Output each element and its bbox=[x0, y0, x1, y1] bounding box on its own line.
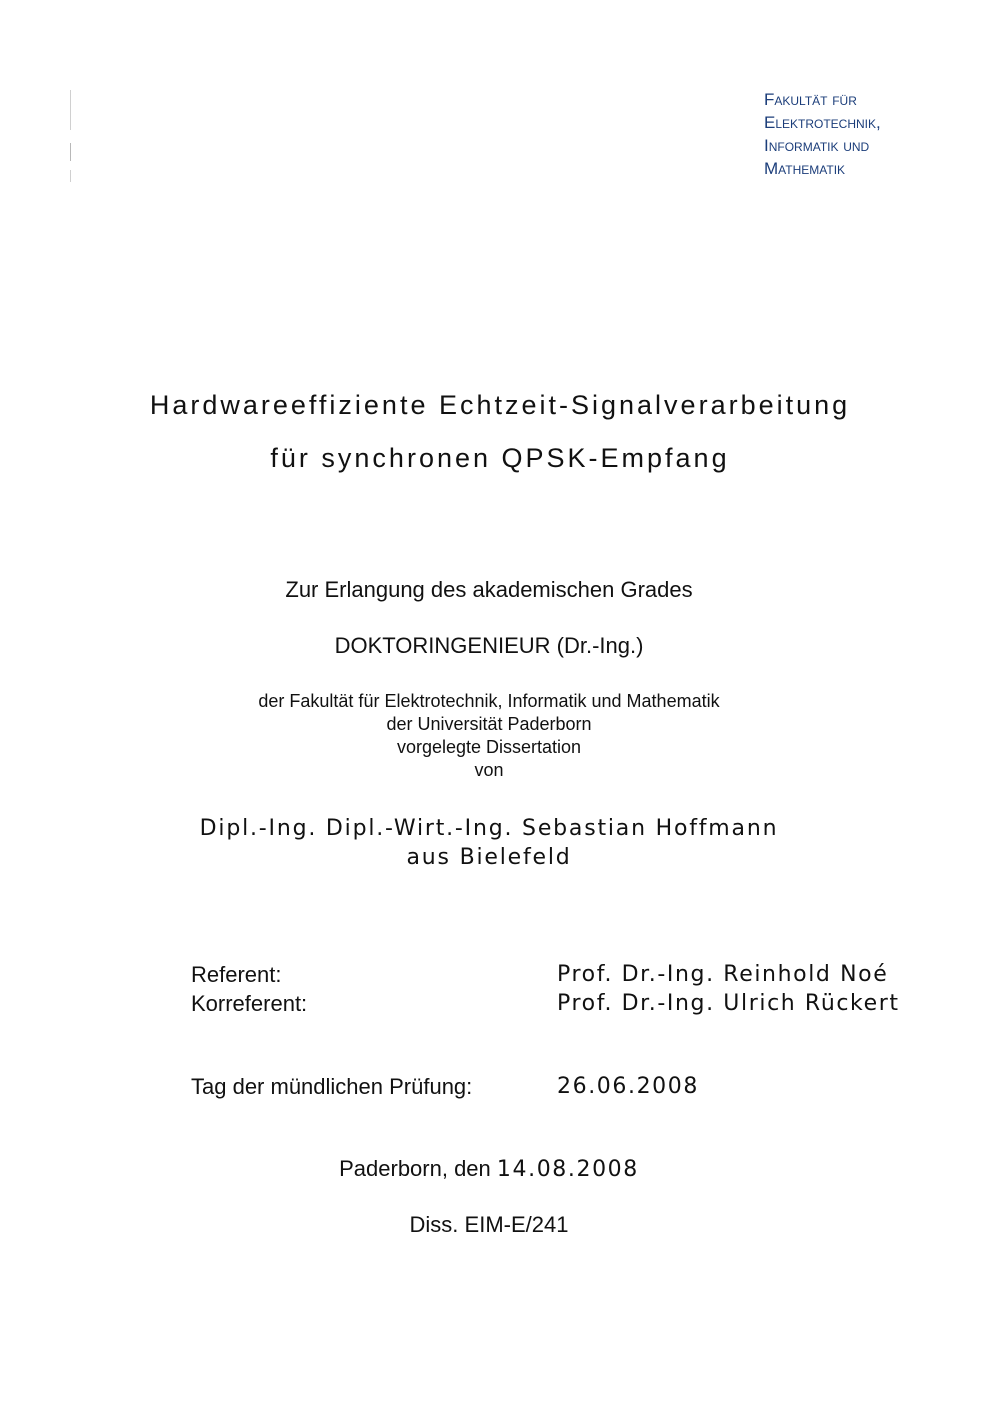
scan-edge-mark bbox=[70, 90, 71, 130]
exam-date-label: Tag der mündlichen Prüfung: bbox=[191, 1074, 473, 1099]
faculty-line: Elektrotechnik, bbox=[764, 113, 881, 132]
exam-date-value: 26.06.2008 bbox=[557, 1074, 699, 1099]
thesis-title-line-1: Hardwareeffiziente Echtzeit-Signalverarbeitung bbox=[149, 390, 851, 420]
korreferent-value: Prof. Dr.-Ing. Ulrich Rückert bbox=[557, 991, 900, 1016]
faculty-line: Mathematik bbox=[764, 159, 846, 178]
place-date-value: 14.08.2008 bbox=[496, 1157, 639, 1182]
referent-value: Prof. Dr.-Ing. Reinhold Noé bbox=[557, 962, 889, 987]
faculty-header bbox=[764, 88, 984, 180]
place-date-prefix: Paderborn, den bbox=[339, 1156, 491, 1181]
faculty-line: Fakultät für bbox=[764, 90, 857, 109]
degree-body-line: der Fakultät für Elektrotechnik, Informatik und Mathematik bbox=[258, 691, 720, 711]
degree-body-line: von bbox=[474, 760, 504, 780]
scan-edge-mark bbox=[70, 143, 71, 161]
thesis-title-line-2: für synchronen QPSK-Empfang bbox=[270, 443, 730, 473]
author-name: Dipl.-Ing. Dipl.-Wirt.-Ing. Sebastian Hoffmann bbox=[199, 816, 779, 841]
scan-edge-mark bbox=[70, 170, 71, 182]
korreferent-label: Korreferent: bbox=[191, 991, 308, 1016]
faculty-line: Informatik und bbox=[764, 136, 870, 155]
degree-intro: Zur Erlangung des akademischen Grades bbox=[285, 577, 693, 602]
place-date bbox=[0, 1156, 978, 1182]
degree-name: DOKTORINGENIEUR (Dr.-Ing.) bbox=[334, 633, 644, 658]
dissertation-number: Diss. EIM-E/241 bbox=[409, 1212, 569, 1237]
degree-body-line: vorgelegte Dissertation bbox=[396, 737, 582, 757]
author-origin: aus Bielefeld bbox=[406, 845, 572, 870]
degree-body-line: der Universität Paderborn bbox=[386, 714, 592, 734]
referent-label: Referent: bbox=[191, 962, 282, 987]
